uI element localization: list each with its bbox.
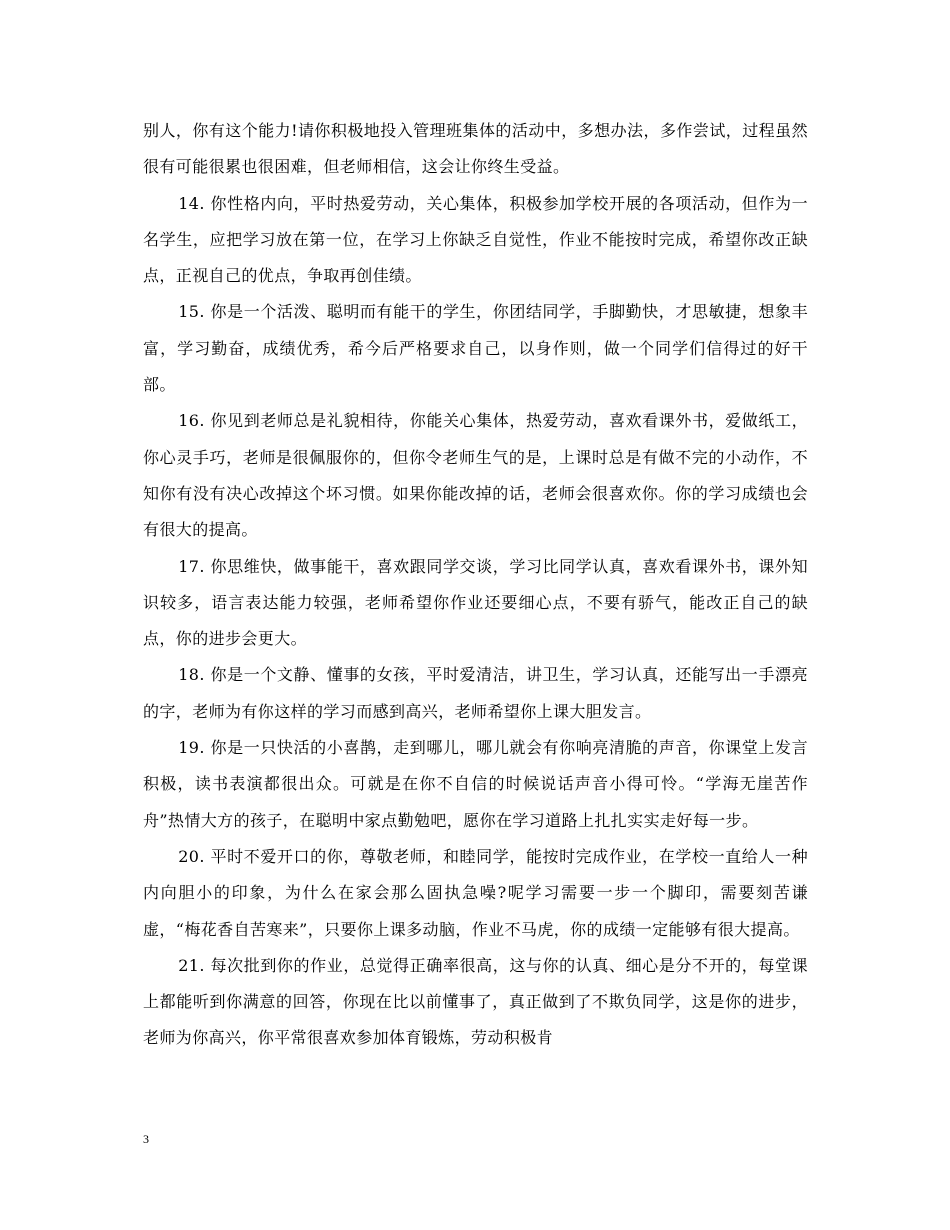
- paragraph-comment-15: 15. 你是一个活泼、聪明而有能干的学生，你团结同学，手脚勤快，才思敏捷，想象丰富，学习勤奋，成绩优秀，希今后严格要求自己，以身作则，做一个同学们信得过的好干部。: [143, 302, 808, 395]
- paragraph-comment-16: 16. 你见到老师总是礼貌相待，你能关心集体，热爱劳动，喜欢看课外书，爱做纸工，你心灵手巧，老师是很佩服你的，但你令老师生气的是，上课时总是有做不完的小动作，不知你有没有决心改掉这个坏习惯。如果你能改掉的话，老师会很喜欢你。你的学习成绩也会有很大的提高。: [143, 411, 808, 540]
- body-text: [143, 113, 808, 1057]
- paragraph-comment-19: 19. 你是一只快活的小喜鹊，走到哪儿，哪儿就会有你响亮清脆的声音，你课堂上发言积极，读书表演都很出众。可就是在你不自信的时候说话声音小得可怜。“学海无崖苦作舟”热情大方的孩子，在聪明中家点勤勉吧，愿你在学习道路上扎扎实实走好每一步。: [143, 738, 808, 830]
- paragraph-comment-18: 18. 你是一个文静、懂事的女孩，平时爱清洁，讲卫生，学习认真，还能写出一手漂亮的字，老师为有你这样的学习而感到高兴，老师希望你上课大胆发言。: [143, 665, 808, 721]
- paragraph-continuation: 别人，你有这个能力!请你积极地投入管理班集体的活动中，多想办法，多作尝试，过程虽然很有可能很累也很困难，但老师相信，这会让你终生受益。: [143, 121, 808, 177]
- page-number: 3: [143, 1132, 149, 1146]
- paragraph-comment-14: 14. 你性格内向，平时热爱劳动，关心集体，积极参加学校开展的各项活动，但作为一名学生，应把学习放在第一位，在学习上你缺乏自觉性，作业不能按时完成，希望你改正缺点，正视自己的优点，争取再创佳绩。: [143, 193, 808, 286]
- paragraph-comment-17: 17. 你思维快，做事能干，喜欢跟同学交谈，学习比同学认真，喜欢看课外书，课外知识较多，语言表达能力较强，老师希望你作业还要细心点，不要有骄气，能改正自己的缺点，你的进步会更大。: [143, 556, 808, 649]
- paragraph-comment-21: 21. 每次批到你的作业，总觉得正确率很高，这与你的认真、细心是分不开的，每堂课上都能听到你满意的回答，你现在比以前懂事了，真正做到了不欺负同学，这是你的进步，老师为你高兴，你平常很喜欢参加体育锻炼，劳动积极肯: [143, 955, 808, 1048]
- paragraph-comment-20: 20. 平时不爱开口的你，尊敬老师，和睦同学，能按时完成作业，在学校一直给人一种内向胆小的印象，为什么在家会那么固执急噪?呢学习需要一步一个脚印，需要刻苦谦虚，“梅花香自苦寒来”，只要你上课多动脑，作业不马虎，你的成绩一定能够有很大提高。: [143, 846, 808, 939]
